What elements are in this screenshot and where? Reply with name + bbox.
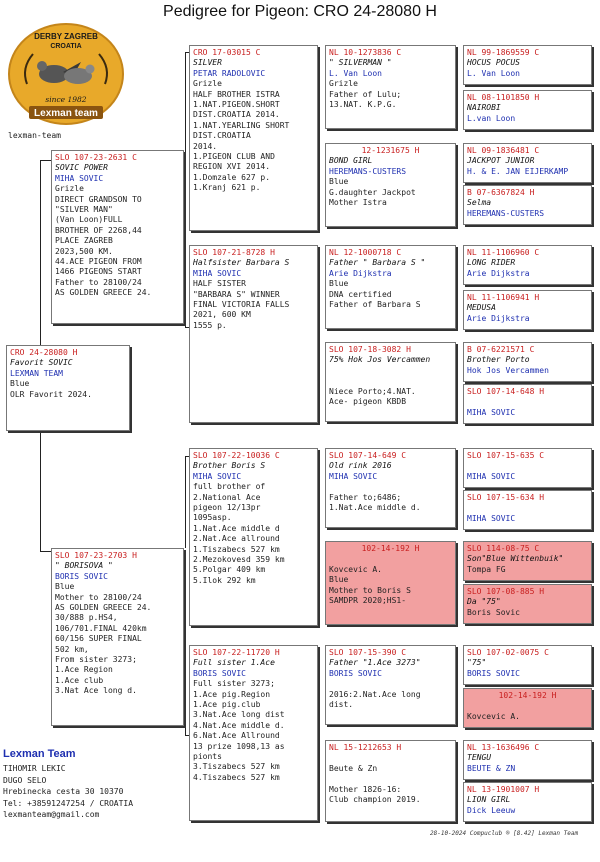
info-line: Grizle	[329, 79, 358, 89]
info-line: Club champion 2019.	[329, 795, 421, 804]
logo-country-text: CROATIA	[50, 43, 82, 50]
pigeon-name: " SILVERMAN "	[329, 58, 392, 68]
info-line: 106/701.FINAL 420km	[55, 623, 147, 633]
pigeon-name: Father "1.Ace 3273"	[329, 658, 421, 668]
info-line: PLACE ZAGREB	[55, 236, 113, 246]
info-line: AS GOLDEN GREECE 24.	[55, 288, 152, 298]
ring-number: NL 15-1212653 H	[329, 743, 402, 752]
pedigree-box-sire[interactable]	[51, 150, 184, 324]
pigeon-name: Son"Blue Wittenbuik"	[467, 554, 564, 564]
info-line: 2016:2.Nat.Ace long	[329, 689, 421, 699]
breeder-name: BORIS SOVIC	[193, 668, 246, 678]
info-line: 13.NAT. K.P.G.	[329, 100, 397, 110]
ring-number: SLO 107-18-3082 H	[329, 345, 411, 354]
pigeon-name: 75% Hok Jos Vercammen	[329, 355, 431, 365]
breeder-name: MIHA SOVIC	[193, 268, 242, 278]
pigeon-name: Father " Barbara S "	[329, 258, 426, 268]
pigeon-name: " BORISOVA "	[55, 561, 113, 571]
info-line: full brother of	[193, 482, 266, 492]
pigeon-name: "75"	[467, 658, 487, 668]
info-line: 5.Ilok 292 km	[193, 575, 256, 585]
connector	[40, 432, 52, 552]
info-line: 1.Ace pig.club	[193, 700, 261, 710]
ring-number: B 07-6221571 C	[467, 345, 535, 354]
pigeon-name: JACKPOT JUNIOR	[467, 156, 535, 166]
info-line: 5.Polgar 409 km	[193, 565, 266, 575]
info-line: 1.Nat.Ace middle d	[193, 523, 280, 533]
info-line: AS GOLDEN GREECE 24.	[55, 603, 152, 613]
pedigree-box-g13[interactable]	[463, 645, 592, 685]
info-line: 30/888 p.HS4,	[55, 613, 118, 623]
ring-number: SLO 107-02-0075 C	[467, 648, 549, 657]
logo-top-text: DERBY ZAGREB	[34, 32, 98, 41]
info-line: SAMDPR 2020;HS1-	[329, 596, 407, 606]
info-line: "SILVER MAN"	[55, 205, 113, 215]
breeder-name: MIHA SOVIC	[467, 407, 516, 417]
info-line: DIRECT GRANDSON TO	[55, 194, 142, 204]
info-line: DIST.CROATIA 2014.	[193, 110, 280, 120]
info-line: Blue	[329, 575, 349, 585]
logo-brand-text: Lexman team	[34, 108, 98, 119]
breeder-name: Dick Leeuw	[467, 805, 516, 815]
breeder-name: MIHA SOVIC	[329, 471, 378, 481]
pigeon-name: Full sister 1.Ace	[193, 658, 275, 668]
info-line: 1.NAT.YEARLING SHORT	[193, 120, 290, 130]
info-line: OLR Favorit 2024.	[10, 389, 92, 399]
pedigree-box-g8[interactable]	[463, 384, 592, 424]
breeder-name: PETAR RADOLOVIC	[193, 68, 266, 78]
pedigree-box-g5[interactable]	[463, 245, 592, 285]
info-line: 1.Kranj 621 p.	[193, 183, 261, 193]
ring-number: NL 99-1869559 C	[467, 48, 540, 57]
pigeon-name: MEDUSA	[467, 303, 496, 313]
breeder-name: BORIS SOVIC	[55, 571, 108, 581]
info-line: Ace- pigeon KBDB	[329, 397, 407, 406]
pedigree-box-dsd[interactable]	[325, 541, 456, 625]
info-line: 2.National Ace	[193, 492, 261, 502]
ring-number: NL 11-1106941 H	[467, 293, 540, 302]
pedigree-box-g7[interactable]	[463, 342, 592, 382]
pedigree-box-dss[interactable]	[325, 448, 456, 528]
pigeon-name: LION GIRL	[467, 795, 511, 805]
info-line: Blue	[10, 379, 30, 389]
info-line: Mother Istra	[329, 198, 387, 208]
info-line: 1.Ace pig.Region	[193, 689, 271, 699]
ring-number: NL 13-1636496 C	[467, 743, 540, 752]
info-line: 3.Tiszabecs 527 km	[193, 762, 280, 772]
breeder-name: Beute & Zn	[329, 763, 378, 773]
lexman-team-logo	[7, 22, 125, 127]
breeder-name: L. Van Loon	[467, 68, 520, 78]
info-line: Mother to Boris S	[329, 585, 411, 595]
pedigree-box-g4[interactable]	[463, 185, 592, 225]
pigeon-name: Old rink 2016	[329, 461, 392, 471]
pedigree-box-g16[interactable]	[463, 782, 592, 822]
ring-number: SLO 107-22-10036 C	[193, 451, 280, 460]
info-line: From sister 3273;	[55, 655, 137, 665]
info-line: BROTHER OF 2268,44	[55, 225, 142, 235]
footer-team-name: Lexman Team	[3, 748, 76, 760]
ring-number: CRO 17-03015 C	[193, 48, 261, 57]
ring-number: NL 10-1273836 C	[329, 48, 402, 57]
breeder-name: MIHA SOVIC	[467, 471, 516, 481]
team-tag: lexman-team	[8, 131, 61, 140]
pigeon-name: Brother Porto	[467, 355, 530, 365]
breeder-name: Arie Dijkstra	[467, 313, 530, 323]
info-line: Blue	[329, 279, 349, 289]
info-line: DNA certified	[329, 289, 392, 299]
info-line: 1.PIGEON CLUB AND	[193, 152, 275, 162]
ring-number: NL 09-1836481 C	[467, 146, 540, 155]
info-line: Blue	[329, 177, 349, 187]
info-line: Grizle	[193, 79, 222, 89]
info-line: Grizle	[55, 184, 84, 194]
info-line: 1.Ace club	[55, 675, 104, 685]
footer-phone: Tel: +38591247254 / CROATIA	[3, 798, 134, 808]
breeder-name: BORIS SOVIC	[329, 668, 382, 678]
info-line: Father of Barbara S	[329, 300, 421, 310]
pedigree-box-ddd[interactable]	[325, 740, 456, 822]
info-line: Father to 28100/24	[55, 277, 142, 287]
breeder-name: L.van Loon	[467, 113, 516, 123]
signature-line: 28-10-2024 Compuclub ® [8.42] Lexman Team	[430, 830, 579, 837]
ring-number: SLO 107-22-11720 H	[193, 648, 280, 657]
pigeon-name: Brother Boris S	[193, 461, 266, 471]
info-line: 1.NAT.PIGEON.SHORT	[193, 100, 280, 110]
ring-number: SLO 107-15-390 C	[329, 648, 407, 657]
pigeon-name: Selma	[467, 198, 492, 208]
info-line: 1.Domzale 627 p.	[193, 172, 271, 182]
pigeon-name: Da "75"	[467, 597, 501, 607]
ring-number: SLO 107-23-2703 H	[55, 551, 137, 560]
pigeon-name: Halfsister Barbara S	[193, 258, 290, 268]
info-line: FINAL VICTORIA FALLS	[193, 300, 290, 310]
info-line: 1555 p.	[193, 320, 227, 330]
breeder-name: MIHA SOVIC	[193, 471, 242, 481]
breeder-name: MIHA SOVIC	[467, 513, 516, 523]
info-line: Mother to 28100/24	[55, 592, 142, 602]
pedigree-box-g3[interactable]	[463, 143, 592, 183]
breeder-name: Arie Dijkstra	[467, 268, 530, 278]
info-line: dist.	[329, 700, 354, 710]
pedigree-box-g9[interactable]	[463, 448, 592, 488]
ring-number: CRO 24-28080 H	[10, 348, 78, 357]
info-line: 1.Nat.Ace middle d.	[329, 503, 421, 513]
info-line: (Van Loon)FULL	[55, 215, 123, 225]
info-line: G.daughter Jackpot	[329, 187, 416, 197]
info-line: 502 km,	[55, 644, 89, 654]
breeder-name: BORIS SOVIC	[467, 668, 520, 678]
pedigree-box-g2[interactable]	[463, 90, 592, 130]
pigeon-name: HOCUS POCUS	[467, 58, 520, 68]
pedigree-box-dam-sire[interactable]	[189, 448, 318, 626]
pedigree-box-sire-sire[interactable]	[189, 45, 318, 231]
info-line: HALF BROTHER ISTRA	[193, 89, 280, 99]
pedigree-box-dds[interactable]	[325, 645, 456, 725]
ring-number: 102-14-192 H	[498, 691, 557, 700]
info-line: Kovcevic A.	[329, 564, 382, 574]
pedigree-box-g10[interactable]	[463, 490, 592, 530]
ring-number: NL 11-1106960 C	[467, 248, 540, 257]
ring-number: SLO 107-08-885 H	[467, 587, 545, 596]
logo-since-text: since 1982	[45, 95, 87, 104]
info-line: HALF SISTER	[193, 279, 246, 289]
breeder-name: Tompa FG	[467, 564, 506, 574]
info-line: 2.Mezokovesd 359 km	[193, 555, 285, 565]
pedigree-box-g11[interactable]	[463, 541, 592, 581]
ring-number: B 07-6367824 H	[467, 188, 535, 197]
info-line: 2021, 600 KM	[193, 310, 251, 320]
info-line: Blue	[55, 582, 75, 592]
info-line: 13 prize 1098,13 as	[193, 741, 285, 751]
info-line: 44.ACE PIGEON FROM	[55, 257, 142, 267]
info-line: REGION XVI 2014.	[193, 162, 271, 172]
ring-number: 102-14-192 H	[361, 544, 420, 553]
info-line: 3.Nat.Ace long dist	[193, 710, 285, 720]
ring-number: NL 13-1901007 H	[467, 785, 540, 794]
breeder-name: HEREMANS-CUSTERS	[329, 166, 407, 176]
info-line: 2023,500 KM.	[55, 246, 113, 256]
pedigree-box-sss[interactable]	[325, 45, 456, 129]
page-title: Pedigree for Pigeon: CRO 24-28080 H	[163, 3, 437, 20]
info-line: 2014.	[193, 141, 218, 151]
pigeon-name: LONG RIDER	[467, 258, 516, 268]
info-line: Mother 1826-16:	[329, 784, 402, 794]
pigeon-name: TENGU	[467, 753, 492, 763]
pigeon-name: SILVER	[193, 58, 222, 68]
info-line: "BARBARA S" WINNER	[193, 289, 280, 299]
info-line: 60/156 SUPER FINAL	[55, 634, 142, 644]
pedigree-box-g12[interactable]	[463, 584, 592, 624]
ring-number: NL 08-1101850 H	[467, 93, 540, 102]
info-line: 3.Nat Ace long d.	[55, 686, 137, 696]
pedigree-box-sire-dam[interactable]	[189, 245, 318, 423]
info-line: 1466 PIGEONS START	[55, 267, 142, 277]
breeder-name: Kovcevic A.	[467, 711, 520, 721]
info-line: 1095asp.	[193, 513, 232, 523]
pigeon-name: Favorit SOVIC	[10, 358, 73, 368]
breeder-name: Boris Sovic	[467, 607, 520, 617]
breeder-name: Hok Jos Vercammen	[467, 365, 549, 375]
breeder-name: Arie Dijkstra	[329, 268, 392, 278]
footer-email[interactable]: lexmanteam@gmail.com	[3, 810, 100, 819]
footer-town: DUGO SELO	[3, 775, 47, 785]
pedigree-box-subject[interactable]	[6, 345, 130, 431]
info-line: 4.Nat.Ace middle d.	[193, 720, 285, 730]
info-line: 4.Tiszabecs 527 km	[193, 772, 280, 782]
ring-number: NL 12-1000718 C	[329, 248, 402, 257]
pedigree-box-dam-dam[interactable]	[189, 645, 318, 821]
info-line: 1.Ace Region	[55, 665, 113, 675]
breeder-name: LEXMAN TEAM	[10, 368, 63, 378]
ring-number: 12-1231675 H	[361, 146, 420, 155]
pigeon-name: SOVIC POWER	[55, 163, 108, 173]
pedigree-box-g1[interactable]	[463, 45, 592, 85]
pedigree-box-sdd[interactable]	[325, 342, 456, 422]
ring-number: SLO 107-23-2631 C	[55, 153, 137, 162]
ring-number: SLO 107-15-635 C	[467, 451, 545, 460]
ring-number: SLO 107-14-649 C	[329, 451, 407, 460]
pedigree-box-dam[interactable]	[51, 548, 184, 726]
info-line: 6.Nat.Ace Allround	[193, 731, 280, 741]
info-line: 1.Tiszabecs 527 km	[193, 544, 280, 554]
breeder-name: HEREMANS-CUSTERS	[467, 208, 545, 218]
info-line: Father to;6486;	[329, 492, 402, 502]
breeder-name: BEUTE & ZN	[467, 763, 516, 773]
breeder-name: L. Van Loon	[329, 68, 382, 78]
ring-number: SLO 107-14-648 H	[467, 387, 545, 396]
ring-number: SLO 107-15-634 H	[467, 493, 545, 502]
info-line: DIST.CROATIA	[193, 131, 251, 141]
ring-number: SLO 107-21-8728 H	[193, 248, 275, 257]
info-line: pionts	[193, 752, 222, 762]
footer-street: Hrebinecka cesta 30 10370	[3, 787, 124, 796]
pedigree-box-g14[interactable]	[463, 688, 592, 728]
info-line: Father of Lulu;	[329, 89, 402, 99]
info-line: 2.Nat.Ace allround	[193, 534, 280, 544]
pedigree-box-ssd[interactable]	[325, 143, 456, 227]
pigeon-name: BOND GIRL	[329, 156, 373, 166]
breeder-name: MIHA SOVIC	[55, 173, 104, 183]
breeder-name: H. & E. JAN EIJERKAMP	[467, 166, 569, 176]
ring-number: SLO 114-08-75 C	[467, 544, 540, 553]
pigeon-name: NAIROBI	[467, 103, 501, 113]
info-line: pigeon 12/13pr	[193, 503, 261, 513]
pedigree-box-g6[interactable]	[463, 290, 592, 330]
footer-owner: TIHOMIR LEKIC	[3, 764, 66, 773]
pedigree-box-sds[interactable]	[325, 245, 456, 329]
owner-footer	[3, 748, 178, 821]
info-line: Full sister 3273;	[193, 679, 275, 689]
pedigree-box-g15[interactable]	[463, 740, 592, 780]
info-line: Niece Porto;4.NAT.	[329, 386, 416, 396]
